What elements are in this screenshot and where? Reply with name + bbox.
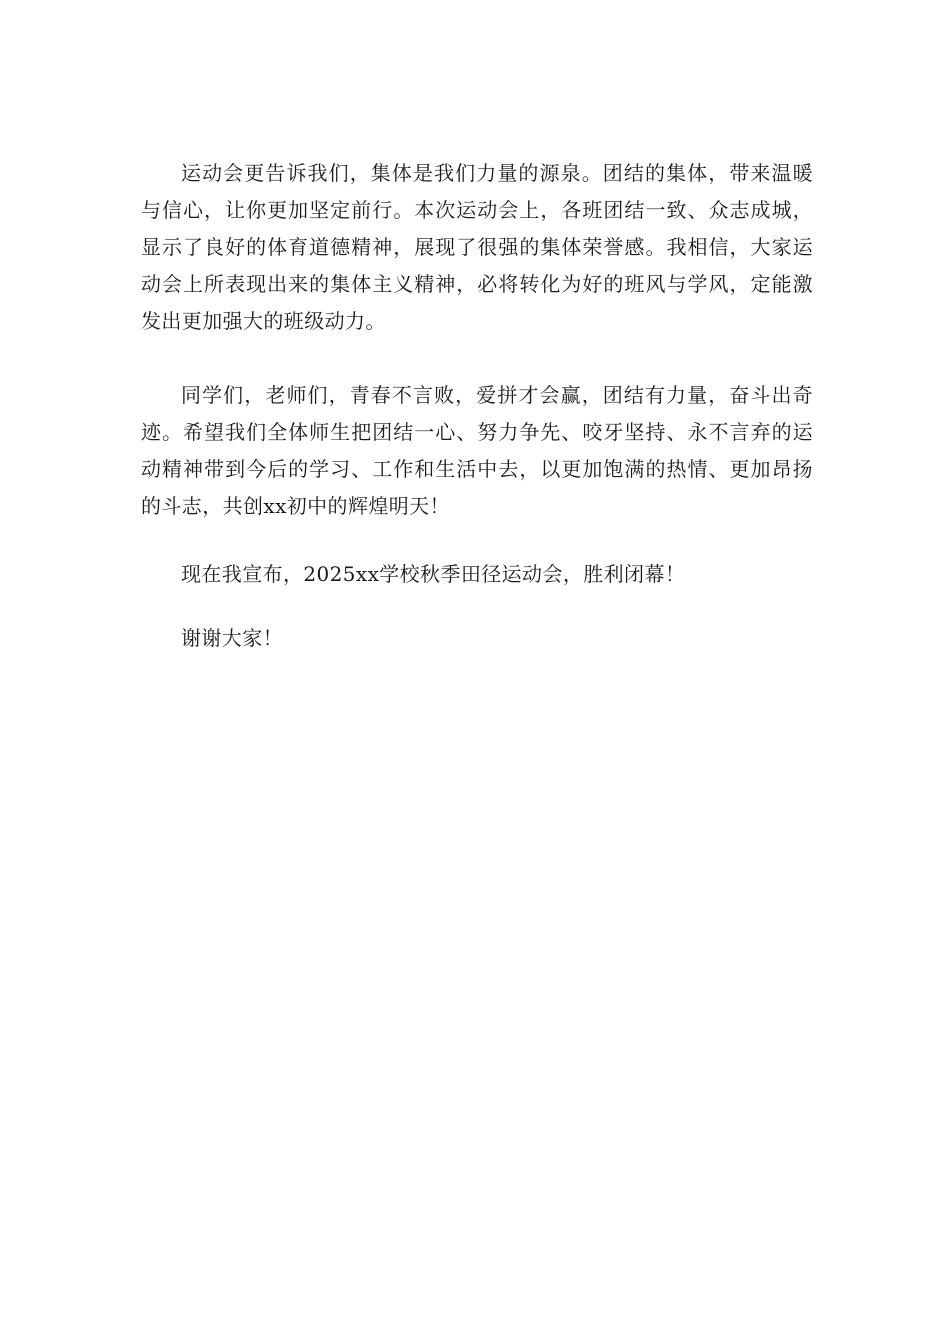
document-body [141,155,813,657]
paragraph-thanks: 谢谢大家！ [181,626,283,650]
paragraph-collective-spirit: 运动会更告诉我们，集体是我们力量的源泉。团结的集体，带来温暖与信心，让你更加坚定前行。本次运动会上，各班团结一致、众志成城，显示了良好的体育道德精神，展现了很强的集体荣誉感。我相信，大家运动会上所表现出来的集体主义精神，必将转化为好的班风与学风，定能激发出更加强大的班级动力。 [141,161,813,333]
paragraph-closing-announcement: 现在我宣布，2025xx学校秋季田径运动会，胜利闭幕！ [181,562,686,586]
paragraph-call-to-action: 同学们，老师们，青春不言败，爱拼才会赢，团结有力量，奋斗出奇迹。希望我们全体师生把团结一心、努力争先、咬牙坚持、永不言弃的运动精神带到今后的学习、工作和生活中去，以更加饱满的热情、更加昂扬的斗志，共创xx初中的辉煌明天！ [141,383,813,518]
